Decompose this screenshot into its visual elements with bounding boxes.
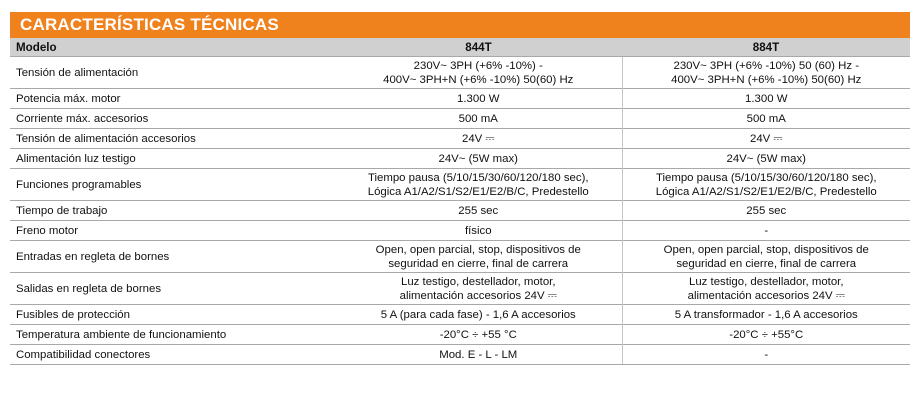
row-value-884t: 500 mA bbox=[622, 109, 910, 129]
row-value-844t: 255 sec bbox=[335, 201, 622, 221]
row-value-844t: 230V~ 3PH (+6% -10%) - 400V~ 3PH+N (+6% -10%) 50(60) Hz bbox=[335, 57, 622, 89]
row-value-844t: 5 A (para cada fase) - 1,6 A accesorios bbox=[335, 305, 622, 325]
row-value-884t: - bbox=[622, 221, 910, 241]
row-label: Funciones programables bbox=[10, 169, 335, 201]
row-label: Tiempo de trabajo bbox=[10, 201, 335, 221]
row-value-884t: -20°C ÷ +55°C bbox=[622, 325, 910, 345]
table-row bbox=[10, 57, 910, 89]
row-value-844t: 24V~ (5W max) bbox=[335, 149, 622, 169]
row-label: Corriente máx. accesorios bbox=[10, 109, 335, 129]
header-model-b: 884T bbox=[622, 38, 910, 57]
row-label: Tensión de alimentación bbox=[10, 57, 335, 89]
header-model-a: 844T bbox=[335, 38, 622, 57]
table-row bbox=[10, 325, 910, 345]
row-value-844t: -20°C ÷ +55 °C bbox=[335, 325, 622, 345]
spec-sheet bbox=[10, 0, 910, 365]
row-value-884t: Tiempo pausa (5/10/15/30/60/120/180 sec), Lógica A1/A2/S1/S2/E1/E2/B/C, Predestello bbox=[622, 169, 910, 201]
header-label: Modelo bbox=[10, 38, 335, 57]
table-row bbox=[10, 129, 910, 149]
row-label: Tensión de alimentación accesorios bbox=[10, 129, 335, 149]
row-value-884t: - bbox=[622, 345, 910, 365]
table-row bbox=[10, 221, 910, 241]
row-label: Alimentación luz testigo bbox=[10, 149, 335, 169]
row-label: Compatibilidad conectores bbox=[10, 345, 335, 365]
row-value-844t: Mod. E - L - LM bbox=[335, 345, 622, 365]
spec-table bbox=[10, 38, 910, 365]
table-row bbox=[10, 241, 910, 273]
table-row bbox=[10, 109, 910, 129]
row-value-884t: 1.300 W bbox=[622, 89, 910, 109]
row-value-844t: 1.300 W bbox=[335, 89, 622, 109]
row-value-844t: Luz testigo, destellador, motor, alimentación accesorios 24V ⎓ bbox=[335, 273, 622, 305]
row-value-844t: 24V ⎓ bbox=[335, 129, 622, 149]
table-row bbox=[10, 169, 910, 201]
row-label: Fusibles de protección bbox=[10, 305, 335, 325]
row-label: Potencia máx. motor bbox=[10, 89, 335, 109]
row-value-844t: físico bbox=[335, 221, 622, 241]
row-value-884t: Open, open parcial, stop, dispositivos de seguridad en cierre, final de carrera bbox=[622, 241, 910, 273]
row-label: Temperatura ambiente de funcionamiento bbox=[10, 325, 335, 345]
row-value-884t: Luz testigo, destellador, motor, alimentación accesorios 24V ⎓ bbox=[622, 273, 910, 305]
table-row bbox=[10, 89, 910, 109]
row-label: Freno motor bbox=[10, 221, 335, 241]
row-value-884t: 230V~ 3PH (+6% -10%) 50 (60) Hz - 400V~ 3PH+N (+6% -10%) 50(60) Hz bbox=[622, 57, 910, 89]
table-row bbox=[10, 149, 910, 169]
table-row bbox=[10, 345, 910, 365]
row-label: Entradas en regleta de bornes bbox=[10, 241, 335, 273]
table-row bbox=[10, 201, 910, 221]
row-value-844t: 500 mA bbox=[335, 109, 622, 129]
table-row bbox=[10, 305, 910, 325]
table-row bbox=[10, 273, 910, 305]
row-value-844t: Open, open parcial, stop, dispositivos de seguridad en cierre, final de carrera bbox=[335, 241, 622, 273]
header-row bbox=[10, 38, 910, 57]
row-value-884t: 255 sec bbox=[622, 201, 910, 221]
row-value-884t: 24V ⎓ bbox=[622, 129, 910, 149]
row-label: Salidas en regleta de bornes bbox=[10, 273, 335, 305]
row-value-884t: 24V~ (5W max) bbox=[622, 149, 910, 169]
section-title-banner: CARACTERÍSTICAS TÉCNICAS bbox=[10, 12, 910, 38]
row-value-844t: Tiempo pausa (5/10/15/30/60/120/180 sec), Lógica A1/A2/S1/S2/E1/E2/B/C, Predestello bbox=[335, 169, 622, 201]
row-value-884t: 5 A transformador - 1,6 A accesorios bbox=[622, 305, 910, 325]
